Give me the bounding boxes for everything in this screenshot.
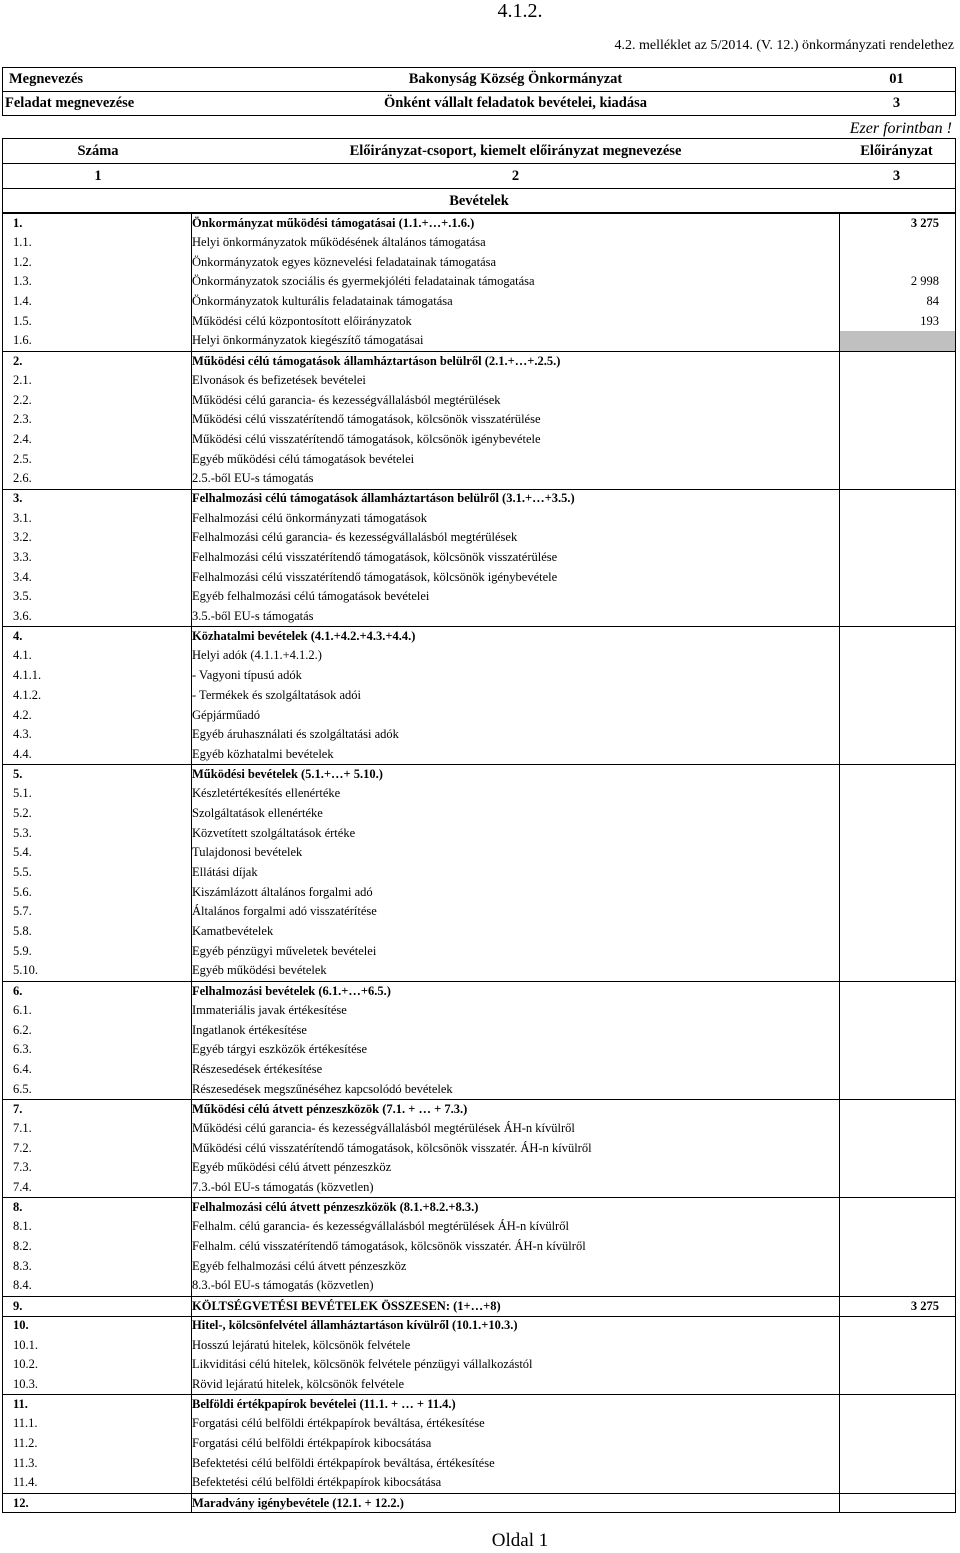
- row-amount: [839, 1395, 956, 1414]
- row-amount: [839, 941, 956, 961]
- table-row: [2, 410, 956, 430]
- row-amount: [839, 449, 956, 469]
- column-header: [2, 138, 956, 164]
- row-number: 5.7.: [2, 902, 192, 922]
- table-row: [2, 1079, 956, 1099]
- row-amount: [839, 490, 956, 509]
- header-task-row: [2, 91, 956, 116]
- row-number: 4.3.: [2, 725, 192, 745]
- row-amount: [839, 1060, 956, 1080]
- row-amount: [839, 233, 956, 253]
- row-amount: [839, 823, 956, 843]
- row-name: Működési célú garancia- és kezességvállalásból megtérülések: [192, 392, 501, 407]
- row-number: 8.3.: [2, 1256, 192, 1276]
- col-name-index: 2: [511, 167, 520, 184]
- table-row: [2, 784, 956, 804]
- row-number: 5.8.: [2, 922, 192, 942]
- row-amount: 193: [839, 311, 956, 331]
- table-row: [2, 863, 956, 883]
- row-name: Egyéb közhatalmi bevételek: [192, 746, 334, 761]
- row-name: 3.5.-ből EU-s támogatás: [192, 609, 314, 624]
- row-amount: [839, 1375, 956, 1395]
- table-group-row: [2, 1493, 956, 1513]
- col-number-index: 1: [94, 167, 102, 184]
- row-name: Működési célú visszatérítendő támogatások, kölcsönök igénybevétele: [192, 431, 541, 446]
- row-name: Felhalmozási célú visszatérítendő támogatások, kölcsönök igénybevétele: [192, 569, 558, 584]
- table-row: [2, 1138, 956, 1158]
- row-amount: [839, 1494, 956, 1513]
- table-row: [2, 922, 956, 942]
- row-amount: [839, 627, 956, 646]
- col-number-header: Száma: [77, 142, 119, 159]
- table-row: [2, 823, 956, 843]
- row-amount: [839, 390, 956, 410]
- row-amount: [839, 1335, 956, 1355]
- row-amount: 2 998: [839, 272, 956, 292]
- row-number: 1.2.: [2, 252, 192, 272]
- row-amount: [839, 784, 956, 804]
- row-amount: [839, 1237, 956, 1257]
- row-number: 6.: [2, 982, 192, 1001]
- row-name: Egyéb működési célú átvett pénzeszköz: [192, 1160, 392, 1175]
- row-number: 11.: [2, 1395, 192, 1414]
- row-name: Szolgáltatások ellenértéke: [192, 805, 323, 820]
- row-number: 9.: [2, 1297, 192, 1316]
- row-name: Felhalm. célú garancia- és kezességvállalásból megtérülések ÁH-n kívülről: [192, 1219, 569, 1234]
- table-row: [2, 272, 956, 292]
- row-amount: [839, 548, 956, 568]
- row-name: Belföldi értékpapírok bevételei (11.1. + … + 11.4.): [192, 1397, 456, 1412]
- row-name: KÖLTSÉGVETÉSI BEVÉTELEK ÖSSZESEN: (1+…+8): [192, 1298, 501, 1313]
- row-name: Hitel-, kölcsönfelvétel államháztartáson kívülről (10.1.+10.3.): [192, 1318, 518, 1333]
- table-row: [2, 311, 956, 331]
- row-number: 3.2.: [2, 528, 192, 548]
- row-name: Egyéb felhalmozási célú átvett pénzeszköz: [192, 1258, 407, 1273]
- row-number: 4.1.: [2, 646, 192, 666]
- row-amount: [839, 587, 956, 607]
- row-amount: [839, 371, 956, 391]
- row-name: Önkormányzatok szociális és gyermekjóléti feladatainak támogatása: [192, 274, 535, 289]
- table-row: [2, 1001, 956, 1021]
- col-amount-header: Előirányzat: [860, 142, 933, 159]
- row-amount: [839, 725, 956, 745]
- table-row: [2, 1020, 956, 1040]
- row-name: - Vagyoni típusú adók: [192, 668, 302, 683]
- row-amount: [839, 705, 956, 725]
- row-number: 7.1.: [2, 1119, 192, 1139]
- row-name: Helyi adók (4.1.1.+4.1.2.): [192, 648, 322, 663]
- col-amount-index: 3: [892, 167, 901, 184]
- name-label: Megnevezés: [9, 71, 84, 87]
- row-name: Ingatlanok értékesítése: [192, 1022, 307, 1037]
- table-row: [2, 469, 956, 489]
- table-row: [2, 390, 956, 410]
- row-number: 6.5.: [2, 1079, 192, 1099]
- table-group-row: [2, 1316, 956, 1336]
- row-amount: [839, 1317, 956, 1336]
- row-amount: [839, 922, 956, 942]
- table-row: [2, 1276, 956, 1296]
- row-number: 8.: [2, 1198, 192, 1217]
- row-number: 5.1.: [2, 784, 192, 804]
- row-number: 2.4.: [2, 430, 192, 450]
- row-amount: [839, 961, 956, 981]
- row-name: Részesedések megszűnéséhez kapcsolódó bevételek: [192, 1081, 453, 1096]
- row-name: Felhalmozási célú átvett pénzeszközök (8.1.+8.2.+8.3.): [192, 1200, 479, 1215]
- row-number: 10.1.: [2, 1335, 192, 1355]
- task-code: 3: [892, 95, 901, 111]
- col-name-header: Előirányzat-csoport, kiemelt előirányzat megnevezése: [349, 142, 682, 159]
- table-row: [2, 902, 956, 922]
- table-row: [2, 430, 956, 450]
- row-name: Működési célú visszatérítendő támogatások, kölcsönök visszatér. ÁH-n kívülről: [192, 1140, 592, 1155]
- row-number: 4.1.2.: [2, 686, 192, 706]
- row-amount: [839, 1119, 956, 1139]
- row-name: Helyi önkormányzatok kiegészítő támogatásai: [192, 333, 424, 348]
- table-row: [2, 1355, 956, 1375]
- row-amount: 84: [839, 292, 956, 312]
- row-name: Működési bevételek (5.1.+…+ 5.10.): [192, 767, 383, 782]
- row-number: 1.3.: [2, 272, 192, 292]
- row-amount: [839, 508, 956, 528]
- row-amount: [839, 1040, 956, 1060]
- row-amount: [839, 1020, 956, 1040]
- page-number-top: 4.1.2.: [497, 0, 543, 22]
- row-name: Felhalmozási célú támogatások államháztartáson belülről (3.1.+…+3.5.): [192, 491, 575, 506]
- row-name: Maradvány igénybevétele (12.1. + 12.2.): [192, 1495, 404, 1510]
- table-group-row: [2, 489, 956, 509]
- row-name: Felhalmozási célú garancia- és kezességvállalásból megtérülések: [192, 530, 518, 545]
- row-name: Önkormányzat működési támogatásai (1.1.+…+.1.6.): [192, 215, 475, 230]
- table-row: [2, 1453, 956, 1473]
- table-row: [2, 1414, 956, 1434]
- table-row: [2, 567, 956, 587]
- row-number: 6.2.: [2, 1020, 192, 1040]
- table-row: [2, 646, 956, 666]
- row-name: Egyéb működési bevételek: [192, 963, 327, 978]
- task-value: Önként vállalt feladatok bevételei, kiadása: [383, 95, 648, 111]
- row-number: 10.2.: [2, 1355, 192, 1375]
- row-number: 1.1.: [2, 233, 192, 253]
- row-number: 7.4.: [2, 1178, 192, 1198]
- row-number: 4.: [2, 627, 192, 646]
- row-number: 8.2.: [2, 1237, 192, 1257]
- row-amount: [839, 1217, 956, 1237]
- table-row: [2, 941, 956, 961]
- row-name: Gépjárműadó: [192, 707, 261, 722]
- row-number: 5.: [2, 765, 192, 784]
- row-number: 4.4.: [2, 745, 192, 765]
- row-name: Általános forgalmi adó visszatérítése: [192, 904, 377, 919]
- table-row: [2, 1040, 956, 1060]
- table-row: [2, 331, 956, 351]
- section-title: Bevételek: [2, 189, 956, 213]
- row-number: 1.: [2, 214, 192, 233]
- table-row: [2, 508, 956, 528]
- table-row: [2, 252, 956, 272]
- row-name: 2.5.-ből EU-s támogatás: [192, 471, 314, 486]
- row-name: Kamatbevételek: [192, 924, 274, 939]
- budget-table: [2, 68, 956, 1513]
- row-name: Működési célú átvett pénzeszközök (7.1. + … + 7.3.): [192, 1101, 468, 1116]
- row-name: Közvetített szolgáltatások értéke: [192, 825, 356, 840]
- row-name: Működési célú központosított előirányzatok: [192, 313, 412, 328]
- row-number: 3.4.: [2, 567, 192, 587]
- name-value: Bakonyság Község Önkormányzat: [408, 71, 623, 87]
- row-amount: [839, 607, 956, 627]
- row-name: Működési célú támogatások államháztartáson belülről (2.1.+…+.2.5.): [192, 353, 561, 368]
- row-number: 5.3.: [2, 823, 192, 843]
- row-number: 3.3.: [2, 548, 192, 568]
- row-name: Ellátási díjak: [192, 865, 258, 880]
- header-name-row: [2, 67, 956, 92]
- table-row: [2, 725, 956, 745]
- row-amount: [839, 352, 956, 371]
- row-number: 1.4.: [2, 292, 192, 312]
- row-number: 11.4.: [2, 1473, 192, 1493]
- row-number: 5.2.: [2, 804, 192, 824]
- row-amount: [839, 982, 956, 1001]
- row-amount: [839, 1256, 956, 1276]
- row-amount: [839, 430, 956, 450]
- table-row: [2, 1335, 956, 1355]
- row-number: 7.3.: [2, 1158, 192, 1178]
- row-amount: [839, 331, 956, 351]
- row-amount: [839, 1414, 956, 1434]
- row-name: Likviditási célú hitelek, kölcsönök felvétele pénzügyi vállalkozástól: [192, 1357, 533, 1372]
- table-row: [2, 1119, 956, 1139]
- row-name: 8.3.-ból EU-s támogatás (közvetlen): [192, 1278, 374, 1293]
- row-name: Forgatási célú belföldi értékpapírok beváltása, értékesítése: [192, 1416, 485, 1431]
- table-row: [2, 961, 956, 981]
- row-name: Készletértékesítés ellenértéke: [192, 786, 341, 801]
- table-row: [2, 705, 956, 725]
- row-amount: [839, 666, 956, 686]
- row-name: Forgatási célú belföldi értékpapírok kibocsátása: [192, 1435, 432, 1450]
- row-amount: [839, 745, 956, 765]
- row-amount: [839, 1001, 956, 1021]
- row-amount: [839, 1473, 956, 1493]
- row-name: Felhalmozási célú visszatérítendő támogatások, kölcsönök visszatérülése: [192, 550, 558, 565]
- row-amount: [839, 1434, 956, 1454]
- row-name: Rövid lejáratú hitelek, kölcsönök felvétele: [192, 1376, 405, 1391]
- row-amount: 3 275: [839, 214, 956, 233]
- row-number: 2.5.: [2, 449, 192, 469]
- row-number: 6.4.: [2, 1060, 192, 1080]
- table-row: [2, 1217, 956, 1237]
- row-name: Működési célú garancia- és kezességvállalásból megtérülések ÁH-n kívülről: [192, 1120, 575, 1135]
- currency-note: Ezer forintban !: [849, 120, 952, 137]
- row-name: Hosszú lejáratú hitelek, kölcsönök felvétele: [192, 1337, 411, 1352]
- table-row: [2, 1158, 956, 1178]
- table-row: [2, 745, 956, 765]
- row-amount: [839, 1100, 956, 1119]
- table-row: [2, 292, 956, 312]
- row-name: Immateriális javak értékesítése: [192, 1002, 347, 1017]
- table-row: [2, 843, 956, 863]
- row-number: 3.6.: [2, 607, 192, 627]
- row-name: Egyéb felhalmozási célú támogatások bevételei: [192, 589, 430, 604]
- table-row: [2, 1237, 956, 1257]
- row-number: 3.: [2, 490, 192, 509]
- row-number: 8.1.: [2, 1217, 192, 1237]
- row-number: 10.3.: [2, 1375, 192, 1395]
- row-amount: [839, 863, 956, 883]
- row-number: 7.: [2, 1100, 192, 1119]
- row-name: Felhalmozási célú önkormányzati támogatások: [192, 510, 427, 525]
- row-name: Egyéb tárgyi eszközök értékesítése: [192, 1042, 368, 1057]
- row-amount: 3 275: [839, 1297, 956, 1316]
- table-group-row: [2, 1296, 956, 1316]
- row-number: 5.4.: [2, 843, 192, 863]
- table-row: [2, 1473, 956, 1493]
- table-group-row: [2, 764, 956, 784]
- table-row: [2, 587, 956, 607]
- row-number: 6.1.: [2, 1001, 192, 1021]
- row-number: 2.: [2, 352, 192, 371]
- name-code: 01: [889, 71, 904, 87]
- row-amount: [839, 1178, 956, 1198]
- row-number: 3.1.: [2, 508, 192, 528]
- row-amount: [839, 410, 956, 430]
- row-number: 5.10.: [2, 961, 192, 981]
- row-amount: [839, 1138, 956, 1158]
- table-row: [2, 371, 956, 391]
- table-row: [2, 666, 956, 686]
- row-number: 11.1.: [2, 1414, 192, 1434]
- row-name: Helyi önkormányzatok működésének általános támogatása: [192, 235, 486, 250]
- table-row: [2, 1178, 956, 1198]
- table-row: [2, 882, 956, 902]
- page-footer: Oldal 1: [491, 1530, 549, 1551]
- row-amount: [839, 567, 956, 587]
- row-number: 1.6.: [2, 331, 192, 351]
- row-name: Felhalm. célú visszatérítendő támogatások, kölcsönök visszatér. ÁH-n kívülről: [192, 1239, 586, 1254]
- row-number: 10.: [2, 1317, 192, 1336]
- row-number: 3.5.: [2, 587, 192, 607]
- row-amount: [839, 1158, 956, 1178]
- row-number: 2.1.: [2, 371, 192, 391]
- row-number: 6.3.: [2, 1040, 192, 1060]
- row-number: 2.6.: [2, 469, 192, 489]
- row-amount: [839, 1276, 956, 1296]
- row-amount: [839, 765, 956, 784]
- annex-note: 4.2. melléklet az 5/2014. (V. 12.) önkormányzati rendelethez: [614, 38, 954, 53]
- row-name: Közhatalmi bevételek (4.1.+4.2.+4.3.+4.4.): [192, 629, 416, 644]
- row-amount: [839, 528, 956, 548]
- row-name: Önkormányzatok egyes köznevelési feladatainak támogatása: [192, 254, 497, 269]
- table-row: [2, 1256, 956, 1276]
- row-number: 2.3.: [2, 410, 192, 430]
- row-number: 4.1.1.: [2, 666, 192, 686]
- row-name: Részesedések értékesítése: [192, 1061, 323, 1076]
- table-group-row: [2, 1197, 956, 1217]
- row-amount: [839, 804, 956, 824]
- row-amount: [839, 686, 956, 706]
- row-number: 5.9.: [2, 941, 192, 961]
- row-name: 7.3.-ból EU-s támogatás (közvetlen): [192, 1180, 374, 1195]
- row-number: 5.6.: [2, 882, 192, 902]
- row-name: Tulajdonosi bevételek: [192, 845, 303, 860]
- table-group-row: [2, 626, 956, 646]
- row-name: Önkormányzatok kulturális feladatainak támogatása: [192, 294, 453, 309]
- row-name: Működési célú visszatérítendő támogatások, kölcsönök visszatérülése: [192, 412, 541, 427]
- task-label: Feladat megnevezése: [5, 95, 135, 111]
- row-amount: [839, 882, 956, 902]
- row-name: Egyéb működési célú támogatások bevételei: [192, 451, 415, 466]
- row-name: - Termékek és szolgáltatások adói: [192, 687, 361, 702]
- table-row: [2, 1375, 956, 1395]
- table-group-row: [2, 351, 956, 371]
- row-amount: [839, 1355, 956, 1375]
- table-row: [2, 686, 956, 706]
- column-numbers: [2, 164, 956, 189]
- row-name: Felhalmozási bevételek (6.1.+…+6.5.): [192, 983, 391, 998]
- table-row: [2, 1060, 956, 1080]
- row-amount: [839, 843, 956, 863]
- row-name: Kiszámlázott általános forgalmi adó: [192, 884, 373, 899]
- table-row: [2, 607, 956, 627]
- revenue-rows: [2, 213, 956, 1513]
- row-number: 5.5.: [2, 863, 192, 883]
- row-number: 12.: [2, 1494, 192, 1513]
- row-amount: [839, 1198, 956, 1217]
- row-number: 2.2.: [2, 390, 192, 410]
- row-number: 7.2.: [2, 1138, 192, 1158]
- row-name: Elvonások és befizetések bevételei: [192, 372, 366, 387]
- row-amount: [839, 252, 956, 272]
- row-number: 4.2.: [2, 705, 192, 725]
- table-row: [2, 1434, 956, 1454]
- row-amount: [839, 469, 956, 489]
- table-group-row: [2, 213, 956, 233]
- row-amount: [839, 902, 956, 922]
- table-row: [2, 804, 956, 824]
- row-number: 1.5.: [2, 311, 192, 331]
- row-number: 11.2.: [2, 1434, 192, 1454]
- row-amount: [839, 1453, 956, 1473]
- row-name: Befektetési célú belföldi értékpapírok beváltása, értékesítése: [192, 1455, 495, 1470]
- table-row: [2, 233, 956, 253]
- row-amount: [839, 1079, 956, 1099]
- row-amount: [839, 646, 956, 666]
- table-row: [2, 548, 956, 568]
- table-group-row: [2, 981, 956, 1001]
- row-name: Egyéb áruhasználati és szolgáltatási adók: [192, 727, 399, 742]
- table-group-row: [2, 1394, 956, 1414]
- row-name: Egyéb pénzügyi műveletek bevételei: [192, 943, 377, 958]
- table-row: [2, 528, 956, 548]
- row-number: 8.4.: [2, 1276, 192, 1296]
- row-number: 11.3.: [2, 1453, 192, 1473]
- table-group-row: [2, 1099, 956, 1119]
- row-name: Befektetési célú belföldi értékpapírok kibocsátása: [192, 1475, 442, 1490]
- table-row: [2, 449, 956, 469]
